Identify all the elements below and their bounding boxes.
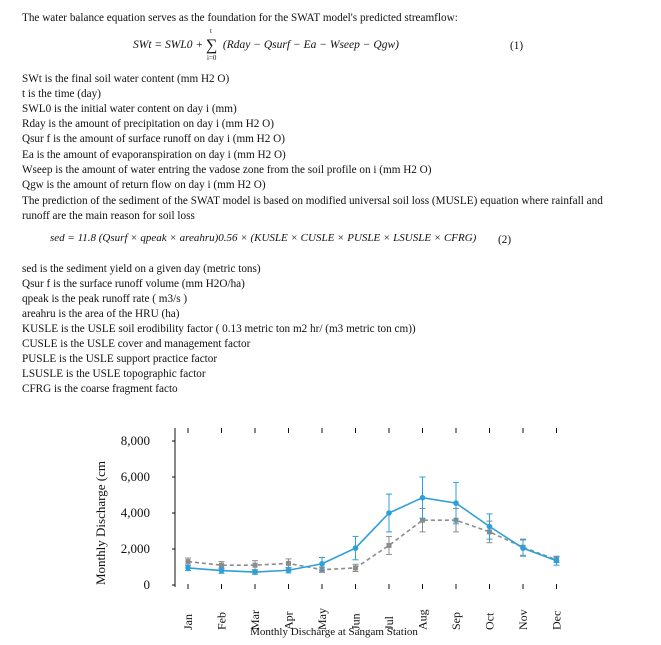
data-point <box>554 558 560 564</box>
def-rday: Rday is the amount of precipitation on day i (mm H2 O) <box>22 118 274 130</box>
x-tick-label: Feb <box>214 612 229 630</box>
eq1-lhs: SWt = SWL0 + <box>133 39 204 51</box>
y-ticks <box>121 433 175 592</box>
data-point <box>253 563 258 568</box>
y-tick-label: 4,000 <box>120 505 150 520</box>
data-point <box>453 500 459 506</box>
def-cfrg: CFRG is the coarse fragment facto <box>22 383 178 395</box>
x-tick-label: Jan <box>181 614 195 630</box>
data-point <box>353 545 359 551</box>
equation-2: sed = 11.8 (Qsurf × qpeak × areahru)0.56 × (KUSLE × CUSLE × PUSLE × LSUSLE × CFRG) <box>50 232 477 244</box>
y-tick-label: 0 <box>143 577 150 592</box>
x-tick-label: Dec <box>549 610 564 630</box>
paragraph-line-1: The prediction of the sediment of the SWAT model is based on modified universal soil loss (MUSLE) equation where rainfall and <box>22 195 603 207</box>
data-point <box>387 543 392 548</box>
data-point <box>386 510 392 516</box>
data-point <box>186 559 191 564</box>
def-areahru: areahru is the area of the HRU (ha) <box>22 308 180 320</box>
data-point <box>219 568 225 574</box>
def-lsusle: LSUSLE is the USLE topographic factor <box>22 368 206 380</box>
eq1-sum: ∑ t i=0 <box>206 27 218 62</box>
paragraph-line-2: runoff are the main reason for soil loss <box>22 210 195 222</box>
eq1-sum-top: t <box>210 27 212 35</box>
series <box>185 477 560 575</box>
x-tick-label: Apr <box>281 611 296 630</box>
data-point <box>420 495 426 501</box>
intro-text: The water balance equation serves as the foundation for the SWAT model's predicted streamflow: <box>22 12 458 24</box>
x-tick-label: Aug <box>415 609 430 630</box>
data-point <box>520 545 526 551</box>
x-axis-title: Monthly Discharge at Sangam Station <box>250 626 418 638</box>
def-swl0: SWL0 is the initial water content on day i (mm) <box>22 103 237 115</box>
series-layer <box>185 477 560 575</box>
data-point <box>353 565 358 570</box>
x-tick-label: May <box>315 608 329 630</box>
def-pusle: PUSLE is the USLE support practice factor <box>22 353 218 365</box>
eq2-number: (2) <box>498 234 512 246</box>
data-point <box>286 567 292 573</box>
def-qsurf: Qsur f is the amount of surface runoff on day i (mm H2 O) <box>22 133 285 145</box>
data-point <box>286 561 291 566</box>
x-tick-label: Jul <box>382 615 396 630</box>
eq1-rhs: (Rday − Qsurf − Ea − Wseep − Qgw) <box>222 39 399 51</box>
x-tick-label: Sep <box>449 612 463 630</box>
x-tick-label: Mar <box>248 610 262 630</box>
y-axis-label: Monthly Discharge (cm <box>93 461 108 585</box>
def-qpeak: qpeak is the peak runoff rate ( m3/s ) <box>22 293 188 305</box>
x-tick-label: Oct <box>482 612 497 630</box>
monthly-discharge-chart <box>80 410 580 642</box>
x-tick-label: Nov <box>516 609 530 630</box>
def-kusle: KUSLE is the USLE soil erodibility factor ( 0.13 metric ton m2 hr/ (m3 metric ton cm)) <box>22 323 416 335</box>
data-point <box>319 561 325 567</box>
y-tick-label: 2,000 <box>120 541 150 556</box>
x-ticks <box>181 428 564 630</box>
def-swt: SWt is the final soil water content (mm H2 O) <box>22 73 230 85</box>
series-line <box>188 520 557 570</box>
series <box>185 509 560 573</box>
def-cusle: CUSLE is the USLE cover and management factor <box>22 338 251 350</box>
data-point <box>219 563 224 568</box>
x-tick-label: Jun <box>348 613 363 630</box>
y-tick-label: 6,000 <box>120 469 150 484</box>
eq1-number: (1) <box>510 40 524 52</box>
def-ea: Ea is the amount of evaporanspiration on day i (mm H2 O) <box>22 149 286 161</box>
data-point <box>252 569 258 575</box>
y-tick-label: 8,000 <box>120 433 150 448</box>
data-point <box>185 565 191 571</box>
equation-1 <box>133 27 399 62</box>
eq1-sum-bottom: i=0 <box>207 54 217 62</box>
def-qsurf-volume: Qsur f is the surface runoff volume (mm H2O/ha) <box>22 278 245 290</box>
def-qgw: Qgw is the amount of return flow on day i (mm H2 O) <box>22 179 266 191</box>
series-line <box>188 498 557 572</box>
def-wseep: Wseep is the amount of water entring the vadose zone from the soil profile on i (mm H2 O) <box>22 164 432 176</box>
def-sed: sed is the sediment yield on a given day (metric tons) <box>22 263 261 275</box>
data-point <box>487 524 493 530</box>
def-t: t is the time (day) <box>22 88 101 100</box>
